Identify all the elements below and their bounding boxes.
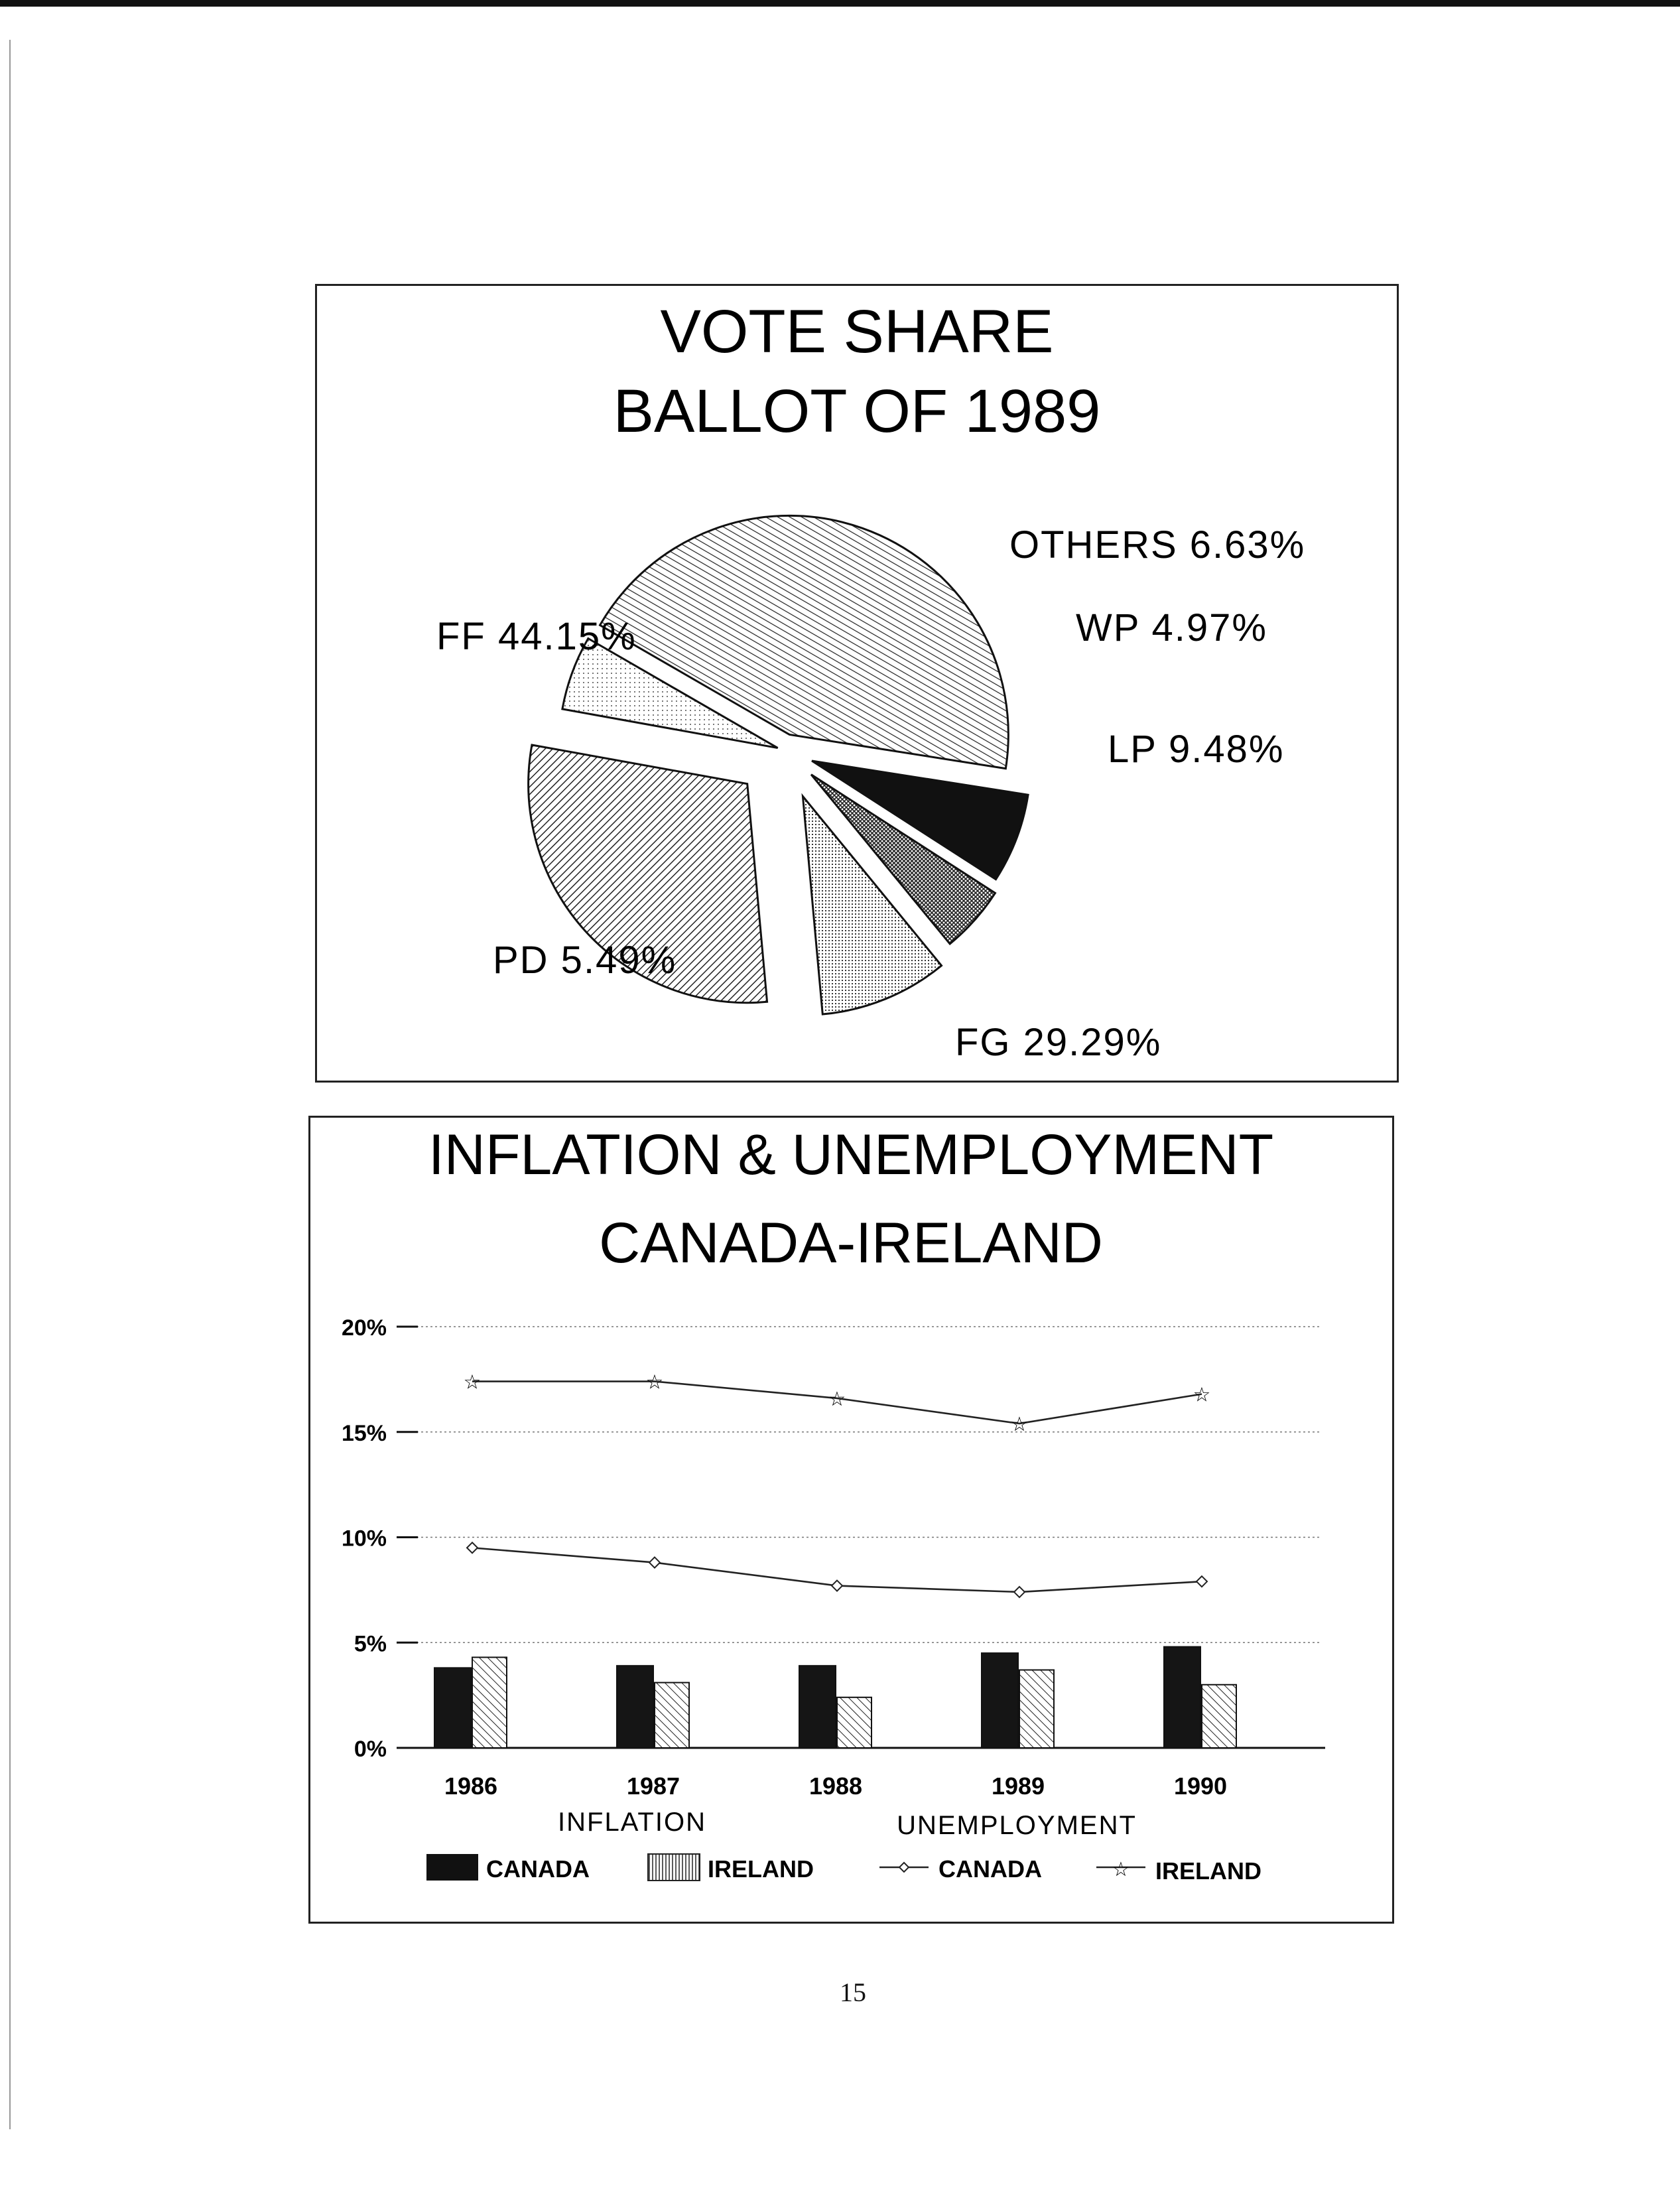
pie-chart-subtitle: BALLOT OF 1989 [613,377,1101,445]
marker-ireland-1987: ☆ [645,1370,664,1394]
pie-label-pd: PD 5.49% [493,939,677,982]
bar-ireland-1987 [655,1683,689,1748]
bar-ireland-1986 [472,1657,507,1748]
vote-share-pie-chart [317,286,1397,1081]
marker-ireland-1989: ☆ [1010,1413,1029,1437]
group-label-inflation: INFLATION [558,1808,706,1837]
pie-label-others: OTHERS 6.63% [1009,523,1306,566]
y-tick-label: 20% [341,1315,387,1341]
inflation-bars [434,1647,1236,1748]
legend-label-canada-inflation: CANADA [486,1855,590,1883]
vote-share-chart-frame [315,284,1399,1083]
x-tick-label: 1990 [1173,1772,1228,1800]
page-number: 15 [840,1977,866,2007]
bar-canada-1990 [1164,1647,1200,1748]
bar-canada-1987 [617,1666,653,1748]
legend-swatch-ireland-bar [648,1854,700,1881]
y-tick-label: 15% [341,1420,387,1446]
group-label-unemployment: UNEMPLOYMENT [897,1811,1137,1840]
y-tick-label: 10% [341,1526,387,1552]
x-axis-ticks [444,1772,1227,1800]
x-tick-label: 1989 [991,1772,1045,1800]
legend-label-ireland-unemployment: IRELAND [1155,1857,1261,1885]
y-axis-ticks [342,1315,418,1762]
marker-ireland-1990: ☆ [1193,1383,1211,1407]
marker-ireland-1988: ☆ [828,1387,846,1411]
marker-canada-1986 [467,1542,478,1553]
x-tick-label: 1987 [626,1772,680,1800]
marker-canada-1987 [649,1557,660,1568]
page-left-rule [9,40,11,2129]
bar-canada-1989 [982,1653,1018,1748]
pie-label-lp: LP 9.48% [1108,728,1285,771]
bar-ireland-1988 [837,1697,872,1748]
legend-star-marker-icon: ☆ [1112,1858,1130,1881]
bar-canada-1986 [434,1668,471,1748]
page-top-rule [0,0,1680,7]
chart-legend [426,1854,1261,1885]
unemployment-lines [464,1371,1211,1598]
x-tick-label: 1988 [808,1772,863,1800]
pie-label-wp: WP 4.97% [1076,606,1267,649]
inflation-unemployment-chart-frame [308,1116,1394,1924]
legend-label-canada-unemployment: CANADA [938,1855,1042,1883]
legend-diamond-marker-icon [899,1863,909,1872]
marker-canada-1990 [1196,1576,1207,1587]
inflation-unemployment-chart [310,1118,1392,1922]
pie-slice-ff [600,515,1009,768]
marker-ireland-1986: ☆ [463,1370,482,1394]
combo-chart-title: INFLATION & UNEMPLOYMENT [428,1123,1274,1187]
y-tick-label: 0% [354,1737,387,1762]
bar-ireland-1990 [1202,1685,1236,1748]
marker-canada-1988 [832,1581,842,1591]
legend-swatch-canada-bar [426,1854,478,1881]
combo-chart-subtitle: CANADA-IRELAND [599,1211,1103,1275]
pie-label-ff: FF 44.15% [436,615,637,658]
marker-canada-1989 [1014,1587,1025,1597]
bar-ireland-1989 [1019,1670,1054,1748]
legend-label-ireland-inflation: IRELAND [708,1855,814,1883]
pie-chart-title: VOTE SHARE [660,298,1054,365]
x-tick-label: 1986 [444,1772,498,1800]
pie-label-fg: FG 29.29% [955,1021,1162,1064]
bar-canada-1988 [799,1666,836,1748]
y-tick-label: 5% [354,1631,387,1657]
